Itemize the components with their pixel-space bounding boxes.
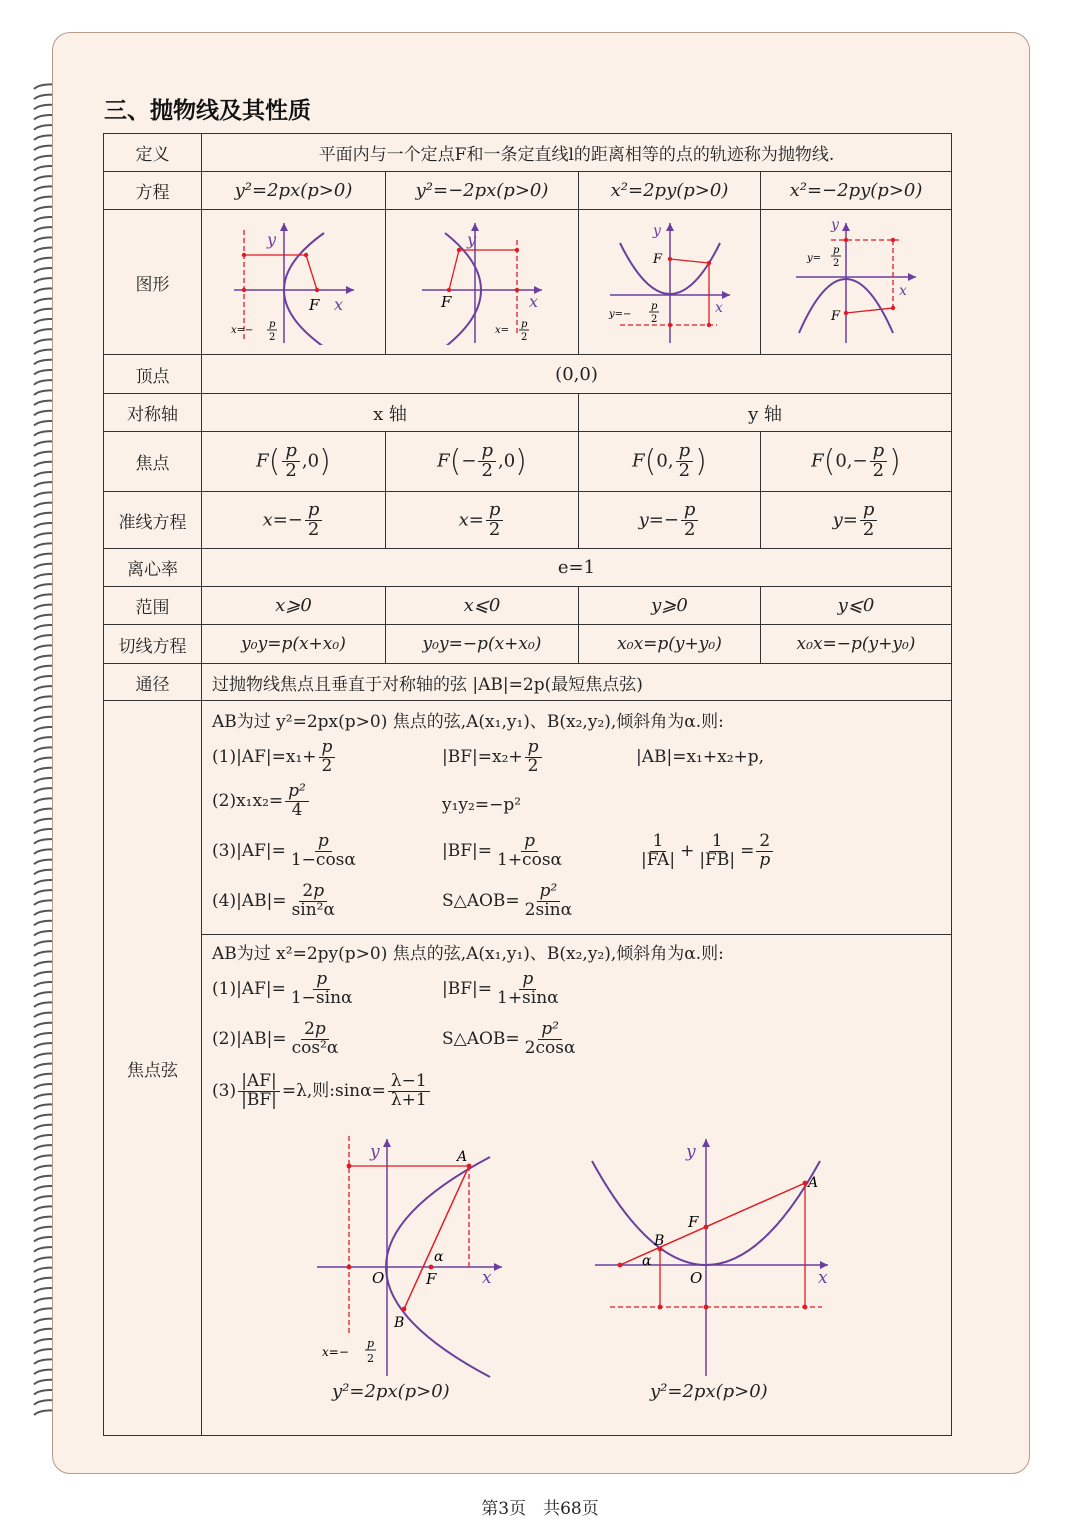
label-latus: 通径 <box>104 664 202 701</box>
svg-text:x: x <box>714 299 723 316</box>
vertex-value: (0,0) <box>202 355 952 394</box>
focal-chord-part2 <box>202 935 951 1435</box>
range-4: y⩽0 <box>761 587 952 625</box>
svg-text:x=−: x=− <box>230 324 253 336</box>
axis-y: y 轴 <box>579 394 952 432</box>
fc2-l2b: S△AOB= $\frac{\text{p²}}{2\cos\alpha}$ <box>442 1019 576 1058</box>
svg-text:x=: x= <box>495 324 510 336</box>
directrix-1: x=− $\frac{p}{2}$ <box>202 492 386 549</box>
svg-text:y: y <box>652 222 661 239</box>
fc1-l4b: S△AOB= $\frac{\text{p²}}{2\sin\alpha}$ <box>442 881 573 920</box>
svg-text:x=−: x=− <box>322 1345 349 1359</box>
row-latus <box>104 664 952 701</box>
row-axis <box>104 394 952 432</box>
fc1-l1a: (1)|AF|=x₁+ $\frac{p}{2}$ <box>212 739 337 776</box>
range-3: y⩾0 <box>579 587 761 625</box>
label-definition: 定义 <box>104 134 202 172</box>
fc1-l2a: (2)x₁x₂= $\frac{\text{p²}}{4}$ <box>212 783 311 820</box>
axis-x: x 轴 <box>202 394 579 432</box>
definition-text: 平面内与一个定点F和一条定直线l的距离相等的点的轨迹称为抛物线. <box>202 134 952 172</box>
row-tangent <box>104 625 952 664</box>
svg-text:B: B <box>394 1315 405 1331</box>
svg-text:x: x <box>899 282 907 299</box>
fc2-l1a: (1)|AF|= $\frac{p}{1-\sin\alpha}$ <box>212 969 353 1008</box>
directrix-3: y=− $\frac{p}{2}$ <box>579 492 761 549</box>
label-tangent: 切线方程 <box>104 625 202 664</box>
figure-3 <box>579 210 761 355</box>
parabola-up-diagram <box>605 215 735 345</box>
svg-text:x: x <box>529 291 539 311</box>
tangent-1: y₀y=p(x+x₀) <box>202 625 386 664</box>
svg-text:x: x <box>333 294 343 314</box>
row-eccentricity <box>104 549 952 587</box>
range-1: x⩾0 <box>202 587 386 625</box>
label-figure: 图形 <box>104 210 202 355</box>
svg-text:p: p <box>268 318 275 330</box>
svg-text:y: y <box>831 216 839 233</box>
focus-3: F(0, $\frac{p}{2}$ ) <box>579 432 761 492</box>
label-axis: 对称轴 <box>104 394 202 432</box>
fc1-l1c: |AB|=x₁+x₂+p, <box>636 747 765 767</box>
svg-text:p: p <box>833 244 840 256</box>
page-footer: 第3页 共68页 <box>481 1499 599 1519</box>
label-eccentricity: 离心率 <box>104 549 202 587</box>
tangent-4: x₀x=−p(y+y₀) <box>761 625 952 664</box>
svg-text:F: F <box>688 1213 699 1231</box>
focal-chord-part1 <box>202 701 951 935</box>
svg-text:B: B <box>654 1233 665 1249</box>
svg-text:2: 2 <box>521 331 528 343</box>
svg-text:x: x <box>482 1268 492 1288</box>
latus-text: 过抛物线焦点且垂直于对称轴的弦 |AB|=2p(最短焦点弦) <box>202 664 952 701</box>
svg-text:x: x <box>818 1268 828 1288</box>
fc1-intro: AB为过 y²=2px(p>0) 焦点的弦,A(x₁,y₁)、B(x₂,y₂),倾斜角为α.则: <box>212 712 724 732</box>
fc2-l2a: (2)|AB|= $\frac{2p}{\text{cos²α}}$ <box>212 1019 339 1058</box>
svg-text:F: F <box>831 308 841 324</box>
svg-text:y=: y= <box>807 252 822 264</box>
svg-text:A: A <box>808 1175 819 1191</box>
row-focus <box>104 432 952 492</box>
fig-caption-right: y²=2px(p>0) <box>650 1381 768 1402</box>
range-2: x⩽0 <box>386 587 579 625</box>
focus-2: F(− $\frac{p}{2}$ ,0) <box>386 432 579 492</box>
svg-text:p: p <box>367 1337 375 1350</box>
focus-1: F( $\frac{p}{2}$ ,0) <box>202 432 386 492</box>
focus-4: F(0,− $\frac{p}{2}$ ) <box>761 432 952 492</box>
fc1-l4a: (4)|AB|= $\frac{2p}{\text{sin²α}}$ <box>212 881 335 920</box>
parabola-right-diagram <box>229 215 359 345</box>
equation-1: y²=2px(p>0) <box>202 172 386 210</box>
directrix-2: x= $\frac{p}{2}$ <box>386 492 579 549</box>
row-focal-chord <box>104 701 952 1436</box>
figure-2 <box>386 210 579 355</box>
svg-text:y: y <box>370 1142 380 1162</box>
label-focal-chord: 焦点弦 <box>104 701 202 1436</box>
section-title: 三、抛物线及其性质 <box>104 98 311 124</box>
eccentricity-value: e=1 <box>202 549 952 587</box>
label-focus: 焦点 <box>104 432 202 492</box>
svg-text:F: F <box>441 292 452 311</box>
fig-caption-left: y²=2px(p>0) <box>332 1381 450 1402</box>
svg-text:p: p <box>650 300 657 312</box>
fc2-l1b: |BF|= $\frac{p}{1+\sin\alpha}$ <box>442 969 559 1008</box>
svg-text:O: O <box>372 1269 385 1287</box>
figure-4 <box>761 210 952 355</box>
label-vertex: 顶点 <box>104 355 202 394</box>
svg-text:F: F <box>308 295 319 314</box>
fc2-intro: AB为过 x²=2py(p>0) 焦点的弦,A(x₁,y₁)、B(x₂,y₂),倾斜角为α.则: <box>212 944 724 964</box>
tangent-3: x₀x=p(y+y₀) <box>579 625 761 664</box>
svg-text:p: p <box>521 318 528 330</box>
focal-chord-vertical-diagram <box>590 1131 840 1381</box>
row-directrix <box>104 492 952 549</box>
svg-text:2: 2 <box>268 331 275 343</box>
svg-text:A: A <box>457 1149 468 1165</box>
directrix-4: y= $\frac{p}{2}$ <box>761 492 952 549</box>
svg-text:2: 2 <box>650 313 657 325</box>
svg-text:y: y <box>467 229 477 249</box>
parabola-left-diagram <box>417 215 547 345</box>
row-equation <box>104 172 952 210</box>
fc1-l3a: (3)|AF|= $\frac{p}{1-\cos\alpha}$ <box>212 831 356 870</box>
focal-chord-horizontal-diagram <box>312 1131 512 1401</box>
fc1-l3b: |BF|= $\frac{p}{1+\cos\alpha}$ <box>442 831 563 870</box>
svg-text:F: F <box>426 1270 437 1288</box>
row-definition <box>104 134 952 172</box>
fc1-l2b: y₁y₂=−p² <box>442 795 522 815</box>
svg-text:2: 2 <box>367 1352 374 1365</box>
svg-text:F: F <box>652 251 662 267</box>
fc1-l3c: $\frac{1}{|FA|}$ + $\frac{1}{|FB|}$ = $\frac{2}{p}$ <box>636 833 775 870</box>
label-directrix: 准线方程 <box>104 492 202 549</box>
equation-3: x²=2py(p>0) <box>579 172 761 210</box>
svg-text:O: O <box>690 1269 703 1287</box>
svg-text:α: α <box>434 1249 444 1265</box>
row-figure <box>104 210 952 355</box>
svg-text:y=−: y=− <box>608 308 631 320</box>
equation-2: y²=−2px(p>0) <box>386 172 579 210</box>
row-range <box>104 587 952 625</box>
svg-text:y: y <box>266 229 276 249</box>
label-range: 范围 <box>104 587 202 625</box>
parabola-properties-table <box>103 133 952 1436</box>
label-equation: 方程 <box>104 172 202 210</box>
figure-1 <box>202 210 386 355</box>
focal-chord-content <box>202 701 952 1436</box>
tangent-2: y₀y=−p(x+x₀) <box>386 625 579 664</box>
row-vertex <box>104 355 952 394</box>
svg-text:2: 2 <box>833 257 840 269</box>
fc2-l3: (3) $\frac{|AF|}{|BF|}$ =λ,则:sinα= $\frac{\lambda-1}{\lambda+1}$ <box>212 1073 432 1110</box>
svg-text:y: y <box>686 1142 696 1162</box>
parabola-down-diagram <box>791 215 921 345</box>
equation-4: x²=−2py(p>0) <box>761 172 952 210</box>
fc1-l1b: |BF|=x₂+ $\frac{p}{2}$ <box>442 739 544 776</box>
svg-text:α: α <box>642 1253 652 1269</box>
